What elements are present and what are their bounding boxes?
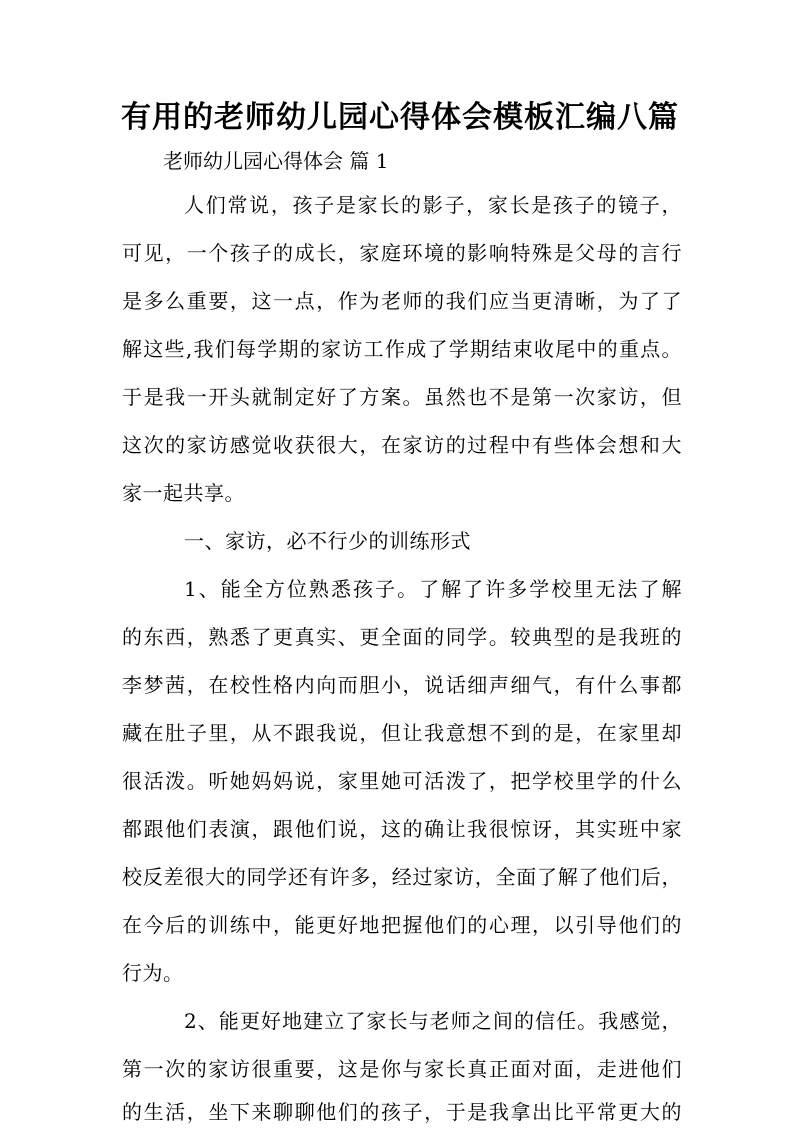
paragraph-line: 校反差很大的同学还有许多，经过家访，全面了解了他们后， [122,865,682,889]
list-heading: 一、家访，必不行少的训练形式 [184,529,471,553]
paragraph-line: 的东西，熟悉了更真实、更全面的同学。较典型的是我班的 [122,625,682,649]
paragraph-line: 都跟他们表演，跟他们说，这的确让我很惊讶，其实班中家 [122,817,682,841]
paragraph-line: 于是我一开头就制定好了方案。虽然也不是第一次家访，但 [122,385,682,409]
paragraph-line: 2、能更好地建立了家长与老师之间的信任。我感觉， [184,1009,682,1033]
paragraph-line: 可见，一个孩子的成长，家庭环境的影响特殊是父母的言行 [122,241,682,265]
paragraph-line: 藏在肚子里，从不跟我说，但让我意想不到的是，在家里却 [122,721,682,745]
paragraph-line: 第一次的家访很重要，这是你与家长真正面对面，走进他们 [122,1057,682,1081]
paragraph-line: 1、能全方位熟悉孩子。了解了许多学校里无法了解 [184,577,682,601]
paragraph-line: 行为。 [122,961,184,985]
paragraph-line: 在今后的训练中，能更好地把握他们的心理，以引导他们的 [122,913,682,937]
paragraph-line: 很活泼。听她妈妈说，家里她可活泼了，把学校里学的什么 [122,769,682,793]
paragraph-line: 这次的家访感觉收获很大，在家访的过程中有些体会想和大 [122,433,682,457]
paragraph-line: 的生活，坐下来聊聊他们的孩子，于是我拿出比平常更大的 [122,1100,682,1124]
paragraph-line: 人们常说，孩子是家长的影子，家长是孩子的镜子， [184,193,682,217]
paragraph-line: 解这些,我们每学期的家访工作成了学期结束收尾中的重点。 [122,337,682,361]
paragraph-line: 是多么重要，这一点，作为老师的我们应当更清晰，为了了 [122,289,682,313]
paragraph-line: 李梦茜，在校性格内向而胆小，说话细声细气，有什么事都 [122,673,682,697]
section-heading: 老师幼儿园心得体会 篇 1 [163,149,389,173]
paragraph-line: 家一起共享。 [122,481,245,505]
document-title: 有用的老师幼儿园心得体会模板汇编八篇 [121,100,679,135]
